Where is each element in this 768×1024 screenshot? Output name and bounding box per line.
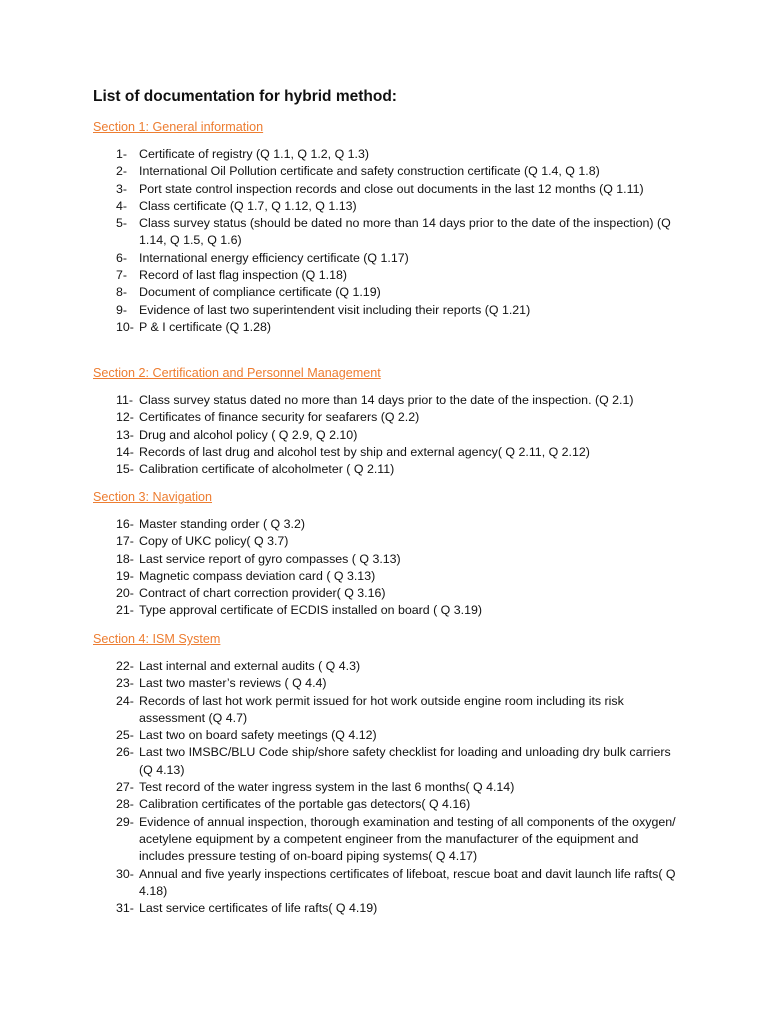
list-item-text: Master standing order ( Q 3.2) (139, 517, 305, 531)
list-item (116, 779, 676, 796)
list-item-number: 17- (116, 534, 134, 549)
list-item (116, 533, 676, 550)
list-item-number: 18- (116, 551, 134, 566)
list-item (116, 427, 676, 444)
list-item-text: Certificate of registry (Q 1.1, Q 1.2, Q 1.3) (139, 147, 369, 161)
list-item-number: 21- (116, 603, 134, 618)
list-item (116, 585, 676, 602)
list-item-text: Test record of the water ingress system in the last 6 months( Q 4.14) (139, 780, 515, 795)
list-item-text: Port state control inspection records and close out documents in the last 12 months (Q 1.11) (139, 181, 644, 196)
list-item (116, 675, 676, 692)
list-item-text: Class certificate (Q 1.7, Q 1.12, Q 1.13) (139, 198, 357, 213)
list-item (116, 814, 676, 866)
list-item-text: Record of last flag inspection (Q 1.18) (139, 268, 347, 283)
list-item (116, 250, 676, 267)
section-list-ism-system (116, 658, 676, 917)
list-item (116, 392, 676, 409)
list-item-text: Drug and alcohol policy ( Q 2.9, Q 2.10) (139, 427, 358, 442)
list-item-number: 20- (116, 586, 134, 601)
section-heading-general-information: Section 1: General information (93, 120, 264, 134)
list-item (116, 461, 676, 478)
list-item-number: 12- (116, 410, 134, 425)
list-item-number: 31- (116, 901, 134, 916)
list-item-number: 7- (116, 268, 128, 283)
list-item-text: International energy efficiency certificate (Q 1.17) (139, 250, 409, 265)
list-item (116, 146, 676, 163)
list-item-text: Calibration certificate of alcoholmeter ( Q 2.11) (139, 462, 395, 477)
section-list-navigation (116, 516, 676, 620)
list-item-text: Contract of chart correction provider( Q 3.16) (139, 586, 386, 601)
list-item (116, 602, 676, 619)
list-item-number: 30- (116, 866, 134, 881)
list-item-number: 8- (116, 285, 128, 300)
list-item-number: 29- (116, 814, 134, 829)
list-item (116, 744, 676, 779)
list-item (116, 727, 676, 744)
list-item-text: Annual and five yearly inspections certificates of lifeboat, rescue boat and davit launch life rafts( Q 4.18) (139, 866, 676, 898)
list-item (116, 900, 676, 917)
list-item-text: Class survey status dated no more than 14 days prior to the date of the inspection. (Q 2.1) (139, 393, 634, 407)
list-item-number: 10- (116, 319, 134, 334)
list-item-text: Last two on board safety meetings (Q 4.12) (139, 728, 377, 743)
list-item (116, 516, 676, 533)
list-item-number: 24- (116, 693, 134, 708)
list-item (116, 163, 676, 180)
list-item-number: 5- (116, 216, 128, 231)
list-item-number: 28- (116, 797, 134, 812)
list-item-text: P & I certificate (Q 1.28) (139, 319, 271, 334)
list-item (116, 319, 676, 336)
section-list-certification-personnel (116, 392, 676, 478)
list-item (116, 568, 676, 585)
list-item-number: 11- (116, 393, 133, 407)
list-item (116, 693, 676, 728)
list-item (116, 267, 676, 284)
list-item-number: 19- (116, 568, 134, 583)
list-item-text: Copy of UKC policy( Q 3.7) (139, 534, 289, 549)
list-item (116, 284, 676, 301)
list-item (116, 215, 676, 250)
list-item-text: Last two master’s reviews ( Q 4.4) (139, 676, 327, 691)
list-item-text: Records of last drug and alcohol test by ship and external agency( Q 2.11, Q 2.12) (139, 444, 590, 459)
list-item-number: 27- (116, 780, 134, 795)
list-item (116, 551, 676, 568)
list-item-text: Evidence of annual inspection, thorough examination and testing of all components of the oxygen/ acetylene equipment by a competent engineer from the manufacturer of the equipment and includes pressure testing of on-board piping systems( Q 4.17) (139, 814, 676, 864)
list-item (116, 796, 676, 813)
list-item-number: 14- (116, 444, 134, 459)
list-item (116, 444, 676, 461)
list-item-text: Certificates of finance security for seafarers (Q 2.2) (139, 410, 420, 425)
list-item (116, 658, 676, 675)
list-item (116, 302, 676, 319)
list-item-text: Type approval certificate of ECDIS installed on board ( Q 3.19) (139, 603, 482, 618)
list-item-text: Document of compliance certificate (Q 1.19) (139, 285, 381, 300)
list-item-text: Calibration certificates of the portable gas detectors( Q 4.16) (139, 797, 471, 812)
section-heading-navigation: Section 3: Navigation (93, 490, 213, 504)
list-item-number: 22- (116, 659, 134, 673)
section-list-general-information (116, 146, 676, 336)
list-item-number: 15- (116, 462, 134, 477)
list-item-text: Last two IMSBC/BLU Code ship/shore safety checklist for loading and unloading dry bulk carriers (Q 4.13) (139, 745, 671, 777)
list-item-number: 16- (116, 517, 134, 531)
list-item-number: 2- (116, 164, 128, 179)
list-item-number: 1- (116, 147, 128, 161)
list-item-text: Records of last hot work permit issued for hot work outside engine room including its risk assessment (Q 4.7) (139, 693, 624, 725)
list-item-text: Last service report of gyro compasses ( Q 3.13) (139, 551, 401, 566)
list-item (116, 866, 676, 901)
list-item-text: Magnetic compass deviation card ( Q 3.13) (139, 568, 376, 583)
list-item-number: 25- (116, 728, 134, 743)
list-item-text: Class survey status (should be dated no more than 14 days prior to the date of the inspection) (Q 1.14, Q 1.5, Q 1.6) (139, 216, 671, 248)
list-item (116, 198, 676, 215)
section-heading-certification-personnel: Section 2: Certification and Personnel Management (93, 366, 381, 380)
section-heading-ism-system: Section 4: ISM System (93, 632, 221, 646)
list-item-text: Last internal and external audits ( Q 4.3) (139, 659, 361, 673)
list-item-text: International Oil Pollution certificate and safety construction certificate (Q 1.4, Q 1.8) (139, 164, 600, 179)
list-item-number: 9- (116, 302, 128, 317)
list-item-number: 3- (116, 181, 128, 196)
list-item-number: 6- (116, 250, 128, 265)
list-item-number: 23- (116, 676, 134, 691)
list-item (116, 181, 676, 198)
list-item-number: 13- (116, 427, 134, 442)
list-item-number: 4- (116, 198, 128, 213)
list-item-text: Evidence of last two superintendent visit including their reports (Q 1.21) (139, 302, 531, 317)
document-title: List of documentation for hybrid method: (93, 88, 397, 105)
list-item-number: 26- (116, 745, 134, 760)
list-item-text: Last service certificates of life rafts( Q 4.19) (139, 901, 378, 916)
list-item (116, 409, 676, 426)
